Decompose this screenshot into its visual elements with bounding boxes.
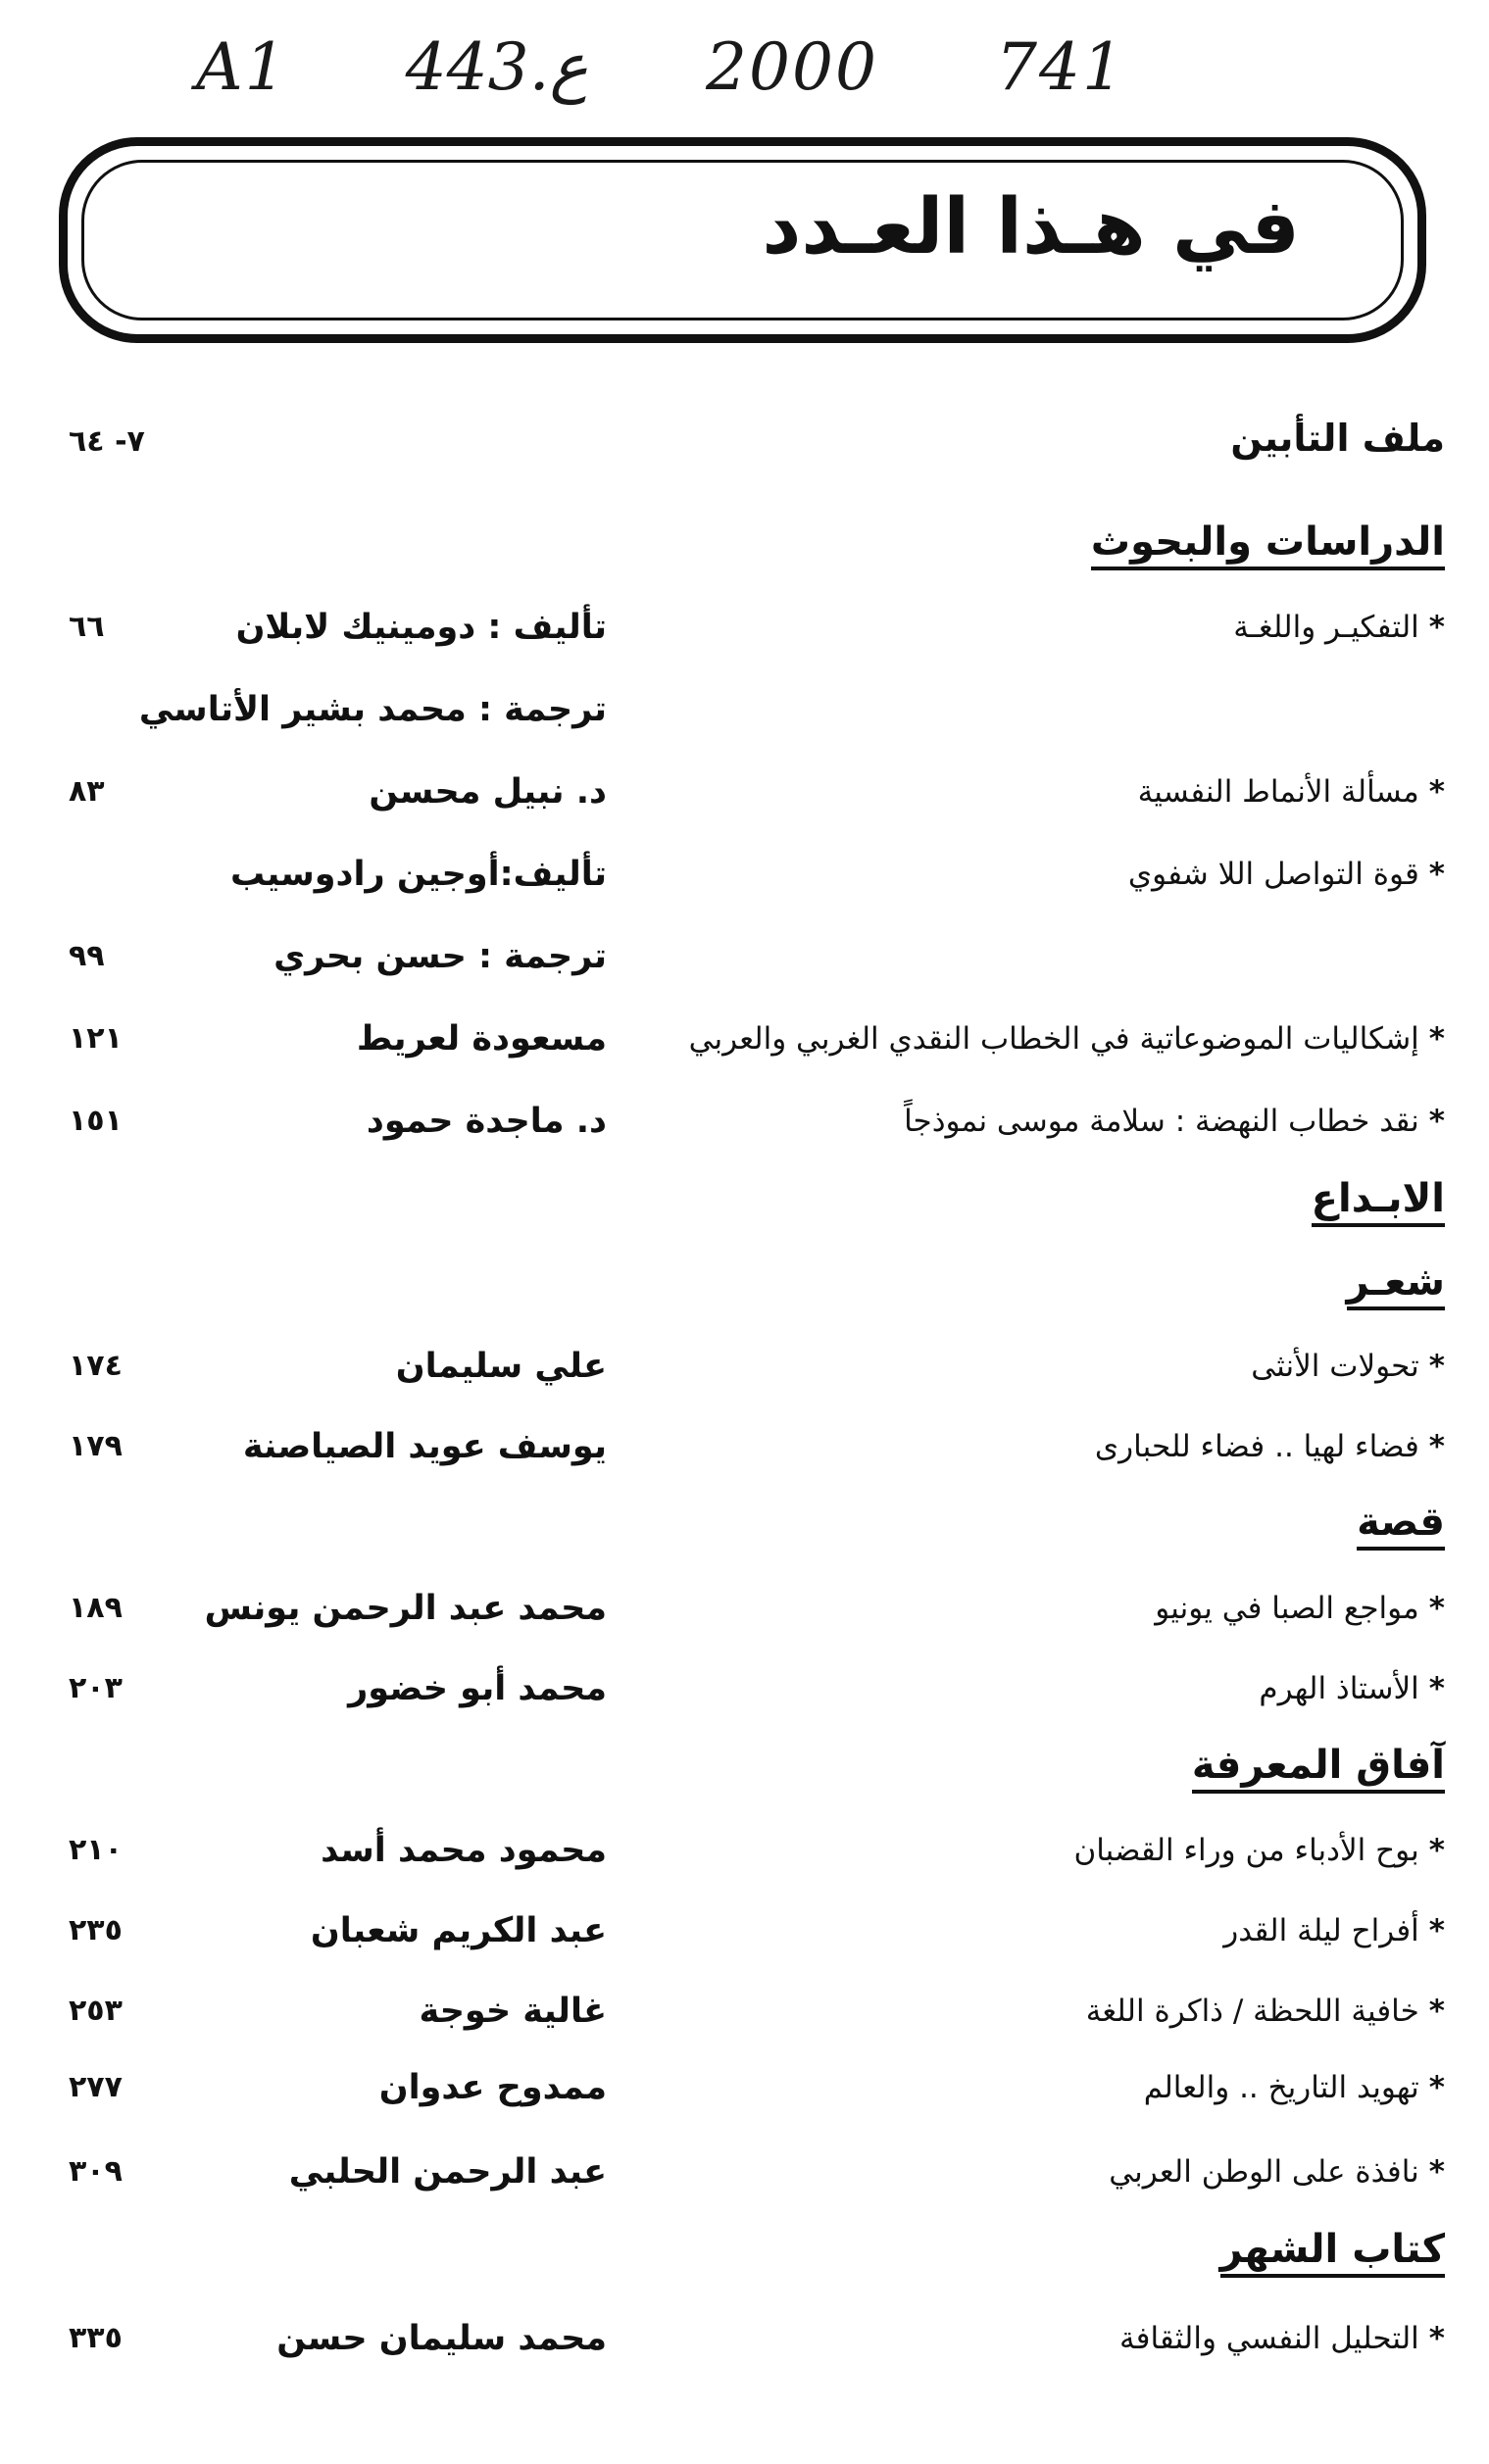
entry-title: بوح الأدباء من وراء القضبان	[1073, 1833, 1419, 1868]
entry-author: محمد سليمان حسن	[276, 2319, 607, 2358]
list-item	[0, 849, 1489, 912]
bullet-star-icon: *	[1428, 1349, 1445, 1384]
entry-title: مسألة الأنماط النفسية	[1137, 774, 1419, 810]
entry-title: تهويد التاريخ .. والعالم	[1143, 2070, 1419, 2105]
entry-page: ٢١٠	[69, 1833, 123, 1867]
entry-page: ٩٩	[69, 939, 105, 973]
entry-author: محمود محمد أسد	[321, 1831, 607, 1870]
bullet-star-icon: *	[1428, 1994, 1445, 2029]
entry-author: تأليف:أوجين رادوسيب	[230, 855, 607, 894]
entry-title: قوة التواصل اللا شفوي	[1127, 857, 1419, 892]
entry-author: عبد الرحمن الحلبي	[288, 2152, 607, 2192]
bullet-star-icon: *	[1428, 2154, 1445, 2190]
bullet-star-icon: *	[1428, 2321, 1445, 2356]
entry-page: ١٨٩	[69, 1591, 123, 1625]
entry-page: ٨٣	[69, 774, 105, 809]
section-creativity: الابـداع	[1312, 1176, 1445, 1227]
tribute-pages: ٧- ٦٤	[69, 424, 145, 459]
list-item	[0, 931, 1489, 994]
section-studies: الدراسات والبحوث	[1091, 519, 1445, 570]
entry-author: محمد أبو خضور	[348, 1669, 607, 1708]
entry-author: محمد عبد الرحمن يونس	[204, 1589, 607, 1628]
list-item	[0, 1421, 1489, 1484]
entry-author: ترجمة : حسن بحري	[273, 937, 607, 976]
entry-author: ممدوح عدوان	[378, 2068, 607, 2107]
entry-title: مواجع الصبا في يونيو	[1155, 1591, 1419, 1626]
section-horizons: آفاق المعرفة	[1192, 1743, 1445, 1794]
bullet-star-icon: *	[1428, 2070, 1445, 2105]
page-title: في هـذا العـدد	[762, 183, 1300, 271]
entry-page: ١٢١	[69, 1021, 123, 1056]
list-item	[0, 2062, 1489, 2125]
handwritten-code-2: 443.ع	[405, 29, 588, 105]
list-item	[0, 1663, 1489, 1726]
handwritten-code-4: 741	[995, 29, 1125, 105]
entry-title: التحليل النفسي والثقافة	[1119, 2321, 1419, 2356]
entry-author: تأليف : دومينيك لابلان	[235, 608, 607, 647]
entry-title: التفكيـر واللغـة	[1233, 610, 1419, 645]
entry-title: تحولات الأنثى	[1251, 1349, 1419, 1384]
entry-title: أفراح ليلة القدر	[1223, 1913, 1419, 1948]
list-item	[0, 1096, 1489, 1158]
handwritten-code-3: 2000	[706, 29, 878, 105]
entry-page: ٢٥٣	[69, 1994, 123, 2028]
list-item	[0, 2146, 1489, 2209]
list-item	[0, 684, 1489, 747]
bullet-star-icon: *	[1428, 1591, 1445, 1626]
list-item	[0, 1341, 1489, 1404]
entry-title: خافية اللحظة / ذاكرة اللغة	[1085, 1994, 1419, 2029]
list-item	[0, 1986, 1489, 2048]
bullet-star-icon: *	[1428, 1671, 1445, 1706]
list-item	[0, 766, 1489, 829]
bullet-star-icon: *	[1428, 610, 1445, 645]
bullet-star-icon: *	[1428, 1021, 1445, 1057]
entry-title: إشكاليات الموضوعاتية في الخطاب النقدي الغربي والعربي	[688, 1021, 1419, 1057]
entry-author: د. ماجدة حمود	[366, 1102, 607, 1141]
entry-title: فضاء لهيا .. فضاء للحبارى	[1094, 1429, 1419, 1464]
entry-page: ١٥١	[69, 1104, 123, 1138]
entry-page: ٣٠٩	[69, 2154, 123, 2189]
bullet-star-icon: *	[1428, 1913, 1445, 1948]
entry-author: علي سليمان	[395, 1347, 607, 1386]
entry-title: نقد خطاب النهضة : سلامة موسى نموذجاً	[904, 1104, 1419, 1139]
entry-page: ٢٠٣	[69, 1671, 123, 1705]
entry-author: يوسف عويد الصياصنة	[242, 1427, 607, 1466]
bullet-star-icon: *	[1428, 857, 1445, 892]
entry-page: ٦٦	[69, 610, 105, 644]
handwritten-code-1: A1	[196, 29, 288, 105]
entry-page: ٣٣٥	[69, 2321, 123, 2355]
entry-author: د. نبيل محسن	[369, 772, 607, 812]
bullet-star-icon: *	[1428, 774, 1445, 810]
entry-title: الأستاذ الهرم	[1259, 1671, 1419, 1706]
section-story: قصة	[1357, 1500, 1445, 1551]
entry-author: غالية خوجة	[419, 1992, 607, 2031]
list-item	[0, 1825, 1489, 1888]
entry-title: نافذة على الوطن العربي	[1109, 2154, 1419, 2190]
entry-page: ٢٣٥	[69, 1913, 123, 1947]
entry-page: ١٧٩	[69, 1429, 123, 1463]
list-item	[0, 1013, 1489, 1076]
list-item	[0, 1583, 1489, 1646]
section-book: كتاب الشهر	[1220, 2227, 1445, 2278]
bullet-star-icon: *	[1428, 1833, 1445, 1868]
entry-page: ١٧٤	[69, 1349, 123, 1383]
section-poetry: شعـر	[1347, 1259, 1445, 1310]
tribute-label: ملف التأبين	[1230, 417, 1445, 460]
tribute-row	[0, 417, 1489, 479]
list-item	[0, 602, 1489, 665]
list-item	[0, 1905, 1489, 1968]
entry-author: عبد الكريم شعبان	[310, 1911, 607, 1950]
entry-author: ترجمة : محمد بشير الأتاسي	[138, 690, 607, 729]
entry-page: ٢٧٧	[69, 2070, 123, 2104]
bullet-star-icon: *	[1428, 1429, 1445, 1464]
bullet-star-icon: *	[1428, 1104, 1445, 1139]
list-item	[0, 2313, 1489, 2376]
entry-author: مسعودة لعريط	[356, 1019, 607, 1059]
